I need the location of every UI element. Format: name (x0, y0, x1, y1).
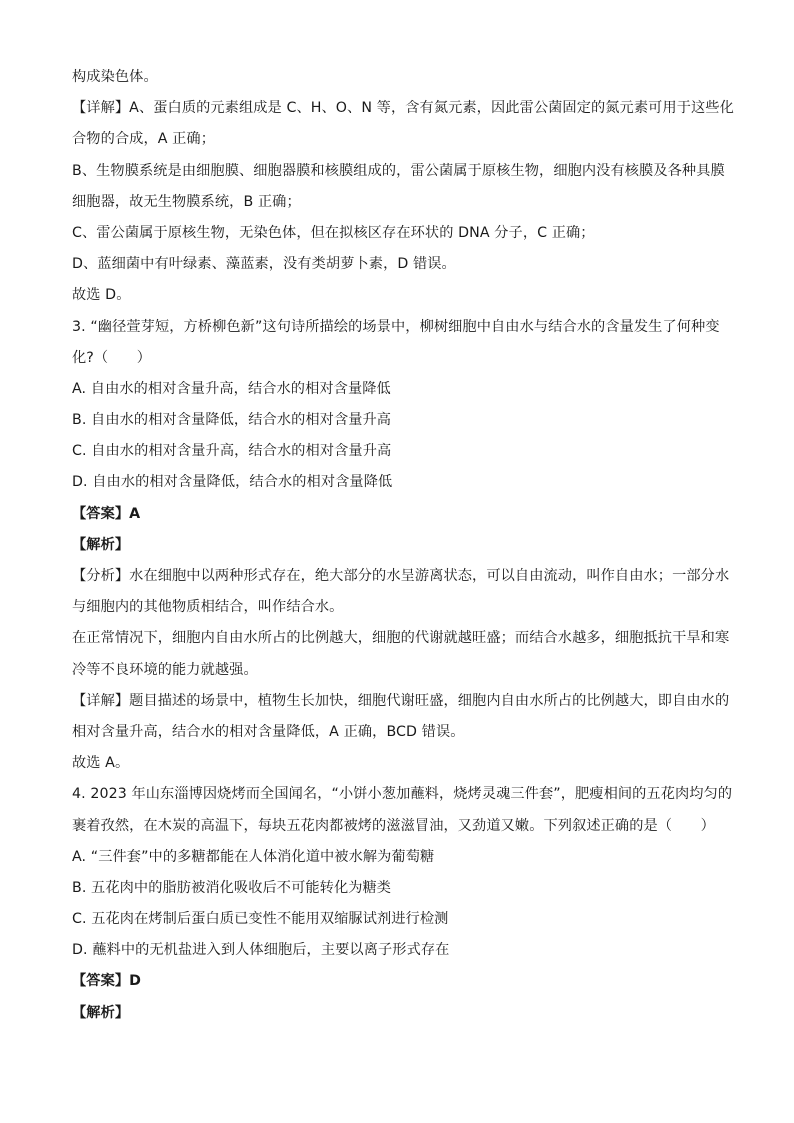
text-line: C、雷公菌属于原核生物，无染色体，但在拟核区存在环状的 DNA 分子，C 正确； (72, 224, 595, 241)
option-d: D. 自由水的相对含量降低，结合水的相对含量降低 (72, 474, 393, 491)
text-line: D、蓝细菌中有叶绿素、藻蓝素，没有类胡萝卜素，D 错误。 (72, 256, 456, 273)
question-stem: 裹着孜然，在木炭的高温下，每块五花肉都被烤的滋滋冒油，又劲道又嫩。下列叙述正确的是（ ） (72, 817, 715, 834)
option-a: A. 自由水的相对含量升高，结合水的相对含量降低 (72, 380, 391, 397)
text-line: 细胞器，故无生物膜系统，B 正确； (72, 193, 301, 210)
text-line: 构成染色体。 (72, 69, 158, 85)
text-line: 【详解】题目描述的场景中，植物生长加快，细胞代谢旺盛，细胞内自由水所占的比例越大，即自由水的 (72, 692, 730, 709)
question-stem: 3. “幽径萱芽短，方桥柳色新”这句诗所描绘的场景中，柳树细胞中自由水与结合水的含量发生了何种变 (72, 318, 720, 335)
question-stem: 4. 2023 年山东淄博因烧烤而全国闻名，“小饼小葱加蘸料，烧烤灵魂三件套”，肥瘦相间的五花肉均匀的 (72, 786, 733, 803)
text-line: 相对含量升高，结合水的相对含量降低，A 正确，BCD 错误。 (72, 723, 465, 740)
text-line: B、生物膜系统是由细胞膜、细胞器膜和核膜组成的，雷公菌属于原核生物，细胞内没有核膜及各种具膜 (72, 162, 725, 179)
question-stem: 化?（ ） (72, 349, 152, 366)
option-c: C. 五花肉在烤制后蛋白质已变性不能用双缩脲试剂进行检测 (72, 911, 449, 928)
option-d: D. 蘸料中的无机盐进入到人体细胞后，主要以离子形式存在 (72, 942, 450, 959)
text-line: 冷等不良环境的能力就越强。 (72, 661, 258, 678)
answer-line: 【答案】D (72, 973, 142, 990)
analysis-heading: 【解析】 (72, 536, 130, 553)
option-c: C. 自由水的相对含量升高，结合水的相对含量升高 (72, 443, 392, 460)
option-a: A. “三件套”中的多糖都能在人体消化道中被水解为葡萄糖 (72, 848, 435, 865)
text-line: 故选 D。 (72, 287, 131, 304)
text-line: 【分析】水在细胞中以两种形式存在，绝大部分的水呈游离状态，可以自由流动，叫作自由水；一部分水 (72, 568, 730, 584)
text-line: 与细胞内的其他物质相结合，叫作结合水。 (72, 599, 344, 616)
option-b: B. 自由水的相对含量降低，结合水的相对含量升高 (72, 412, 392, 429)
document-body (72, 62, 732, 1029)
option-b: B. 五花肉中的脂肪被消化吸收后不可能转化为糖类 (72, 879, 392, 896)
text-line: 合物的合成，A 正确； (72, 131, 216, 148)
text-line: 故选 A。 (72, 755, 130, 772)
answer-line: 【答案】A (72, 505, 141, 522)
text-line: 【详解】A、蛋白质的元素组成是 C、H、O、N 等，含有氮元素，因此雷公菌固定的氮元素可用于这些化 (72, 100, 734, 117)
analysis-heading: 【解析】 (72, 1004, 130, 1021)
text-line: 在正常情况下，细胞内自由水所占的比例越大，细胞的代谢就越旺盛；而结合水越多，细胞抵抗干旱和寒 (72, 630, 730, 647)
